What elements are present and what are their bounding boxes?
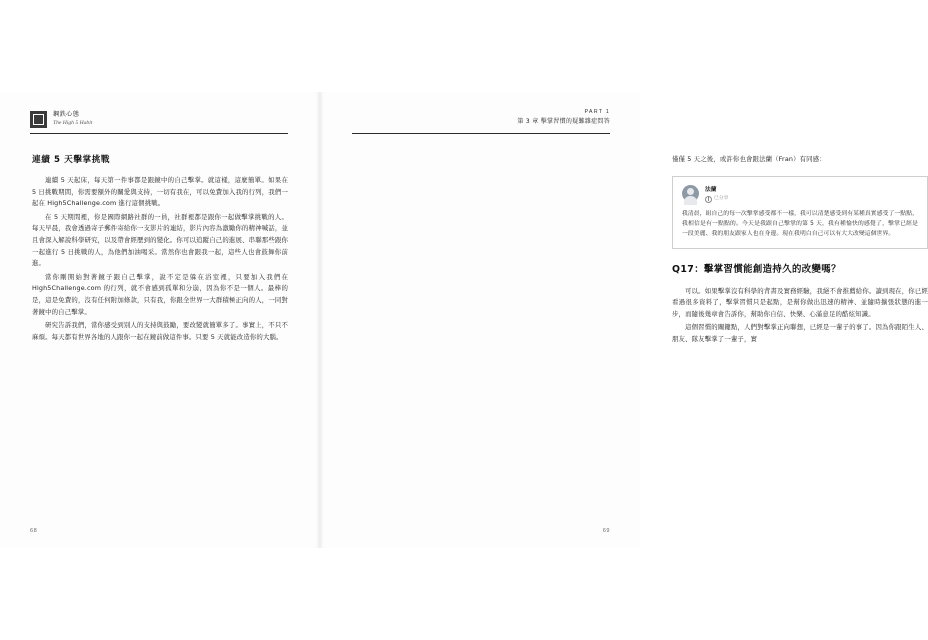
running-head-title-en: The High 5 Habit [53, 120, 93, 126]
running-head-right [517, 108, 610, 127]
comment-card-subline [705, 195, 728, 203]
left-column [32, 154, 288, 345]
running-head-rule-left [30, 133, 288, 134]
comment-card-header [682, 185, 918, 203]
right-column [672, 154, 928, 348]
running-head-left [30, 110, 92, 128]
comment-card [672, 176, 928, 249]
left-page [0, 92, 320, 548]
paragraph: 可以。如果擊掌沒有科學的背書及實務經驗，我絕不會推薦給你。讀到現在，你已經看過很多資料了，擊掌習慣只是起點，是幫你做出迅速的精神、並隨時擴張狀態的進一步，而隨後幾章會告訴你，幫助你自信、快樂、心滿意足的酷炫知識。 [672, 286, 928, 318]
question-title: Q17：擊掌習慣能創造持久的改變嗎？ [672, 263, 841, 275]
running-head-title-cn: 鋼鉄心態 [53, 111, 80, 118]
page-gutter [316, 92, 324, 548]
folio-right: 69 [602, 528, 610, 534]
running-head-rule-right [352, 133, 610, 134]
right-page [320, 92, 928, 548]
part-label: PART 1 [584, 109, 610, 115]
comment-body: 我清晨，組自己的每一次擊掌感受都不一樣，我可以清楚感受到有某種真實感受了一點點，我相信是有一點點的。今天是我跟自己擊掌的第 5 天，我有種愉快的感覺了，擊掌已經是一段美麗、我的朋友跟家人也在身邊。現在我明白自己可以有大大改變這個世界。 [682, 210, 918, 237]
folio-left: 68 [30, 528, 38, 534]
comment-meta-text: 已分享 [714, 195, 729, 201]
book-logo-icon [30, 111, 47, 128]
avatar [682, 185, 699, 202]
globe-icon [705, 196, 712, 203]
paragraph: 在 5 天期間裡，你是國際網路社群的一員，社群裡都是跟你一起做擊掌挑戰的人。每天早晨，我會透過寄子郵件寄給你一支影片的連結，影片內容為激勵你的精神喊話，並且會深入解說科學研究，以及帶會經歷到的變化。你可以追蹤自己的進展、串聯那些跟你一起進行 5 日挑戰的人，為他們加油喝采。當然你也會跟我一起，這些人也會鼓舞你前進。 [32, 212, 288, 268]
comment-author-name: 法蘭 [705, 186, 717, 193]
intro-paragraph: 僅僅 5 天之後，或許你也會跟法蘭（Fran）有同感： [672, 155, 826, 163]
paragraph: 這個習慣的關鍵點，人們對擊掌正向聯想，已經是一輩子的事了。因為你跟陌生人、朋友、隊友擊掌了一輩子，實 [672, 323, 928, 343]
comment-card-meta [705, 185, 728, 203]
paragraph: 研究告訴我們，當你感受到別人的支持與鼓勵，要改變就簡單多了。事實上，不只不麻煩。每天都有世界各地的人跟你一起在鏡前做這件事。只要 5 天就能改造你的大腦。 [32, 321, 288, 341]
paragraph: 連續 5 天起床，每天第一件事都是跟鏡中的自己擊掌。就這樣，這麼簡單。如果在 5 日挑戰期間，你需要額外的關愛與支持，一切有我在，可以免費加入我的行列，我們一起在 High5Challenge.com 進行這個挑戰。 [32, 176, 288, 208]
chapter-label: 第 3 章 擊掌習慣的疑難雜症問答 [517, 118, 610, 125]
book-spread [0, 92, 928, 548]
paragraph: 當你剛開始對著鏡子跟自己擊掌，說不定是躲在浴室裡，只要加入我們在 High5Challenge.com 的行列，就不會感到孤單和分崩，因為你不是一個人。最棒的是，這是免費的，沒有任何附加條款，只有我，你跟全世界一大群積極正向的人，一同對著鏡中的自己擊掌。 [32, 272, 288, 316]
section-title: 連續 5 天擊掌挑戰 [32, 155, 111, 165]
